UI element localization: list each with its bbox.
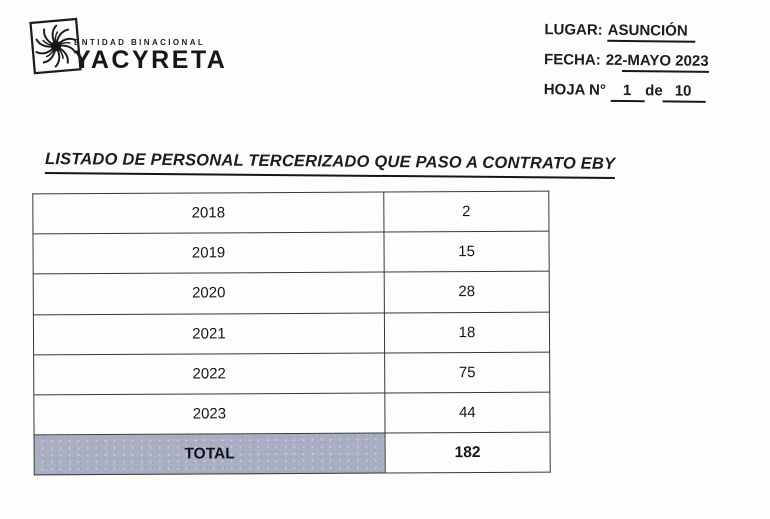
year-cell: 2019 [33, 232, 384, 274]
count-cell: 2 [384, 191, 549, 232]
year-cell: 2018 [33, 192, 384, 234]
lugar-line [544, 21, 709, 40]
hoja-total: 10 [663, 82, 706, 102]
table-row [34, 392, 550, 435]
count-cell: 44 [385, 392, 550, 433]
header-meta [544, 21, 709, 113]
table-row [33, 272, 549, 315]
table-row [33, 312, 549, 355]
lugar-label: LUGAR: [544, 21, 603, 39]
count-cell: 15 [384, 231, 549, 272]
fecha-label: FECHA: [543, 51, 601, 69]
year-cell: 2021 [33, 313, 384, 355]
table-row [34, 352, 550, 395]
year-cell: 2023 [34, 393, 385, 435]
hoja-line [544, 81, 709, 100]
fecha-rest: -MAYO 2023 [622, 52, 708, 73]
lugar-value: ASUNCIÓN [608, 22, 696, 43]
logo-entity-line: ENTIDAD BINACIONAL [74, 38, 206, 47]
total-label-cell: TOTAL [34, 433, 385, 475]
count-cell: 28 [384, 272, 549, 313]
logo-org-name: YACYRETA [74, 46, 228, 74]
total-value-cell: 182 [385, 432, 550, 473]
table-row [33, 231, 549, 274]
document-title: LISTADO DE PERSONAL TERCERIZADO QUE PASO A CONTRATO EBY [45, 150, 615, 179]
count-cell: 18 [384, 312, 549, 353]
logo-text [74, 38, 227, 73]
total-row [34, 432, 550, 475]
hoja-de: de [645, 82, 663, 100]
count-cell: 75 [385, 352, 550, 393]
hoja-label: HOJA N° [543, 81, 606, 99]
personnel-by-year-table [32, 191, 550, 476]
swirl-logo-icon [26, 15, 85, 80]
hoja-number: 1 [611, 82, 646, 102]
fecha-day: 22 [605, 51, 623, 69]
year-cell: 2022 [34, 353, 385, 395]
yacyreta-logo [28, 16, 227, 78]
table-row [33, 191, 549, 234]
year-cell: 2020 [33, 272, 384, 314]
fecha-line [544, 51, 709, 70]
